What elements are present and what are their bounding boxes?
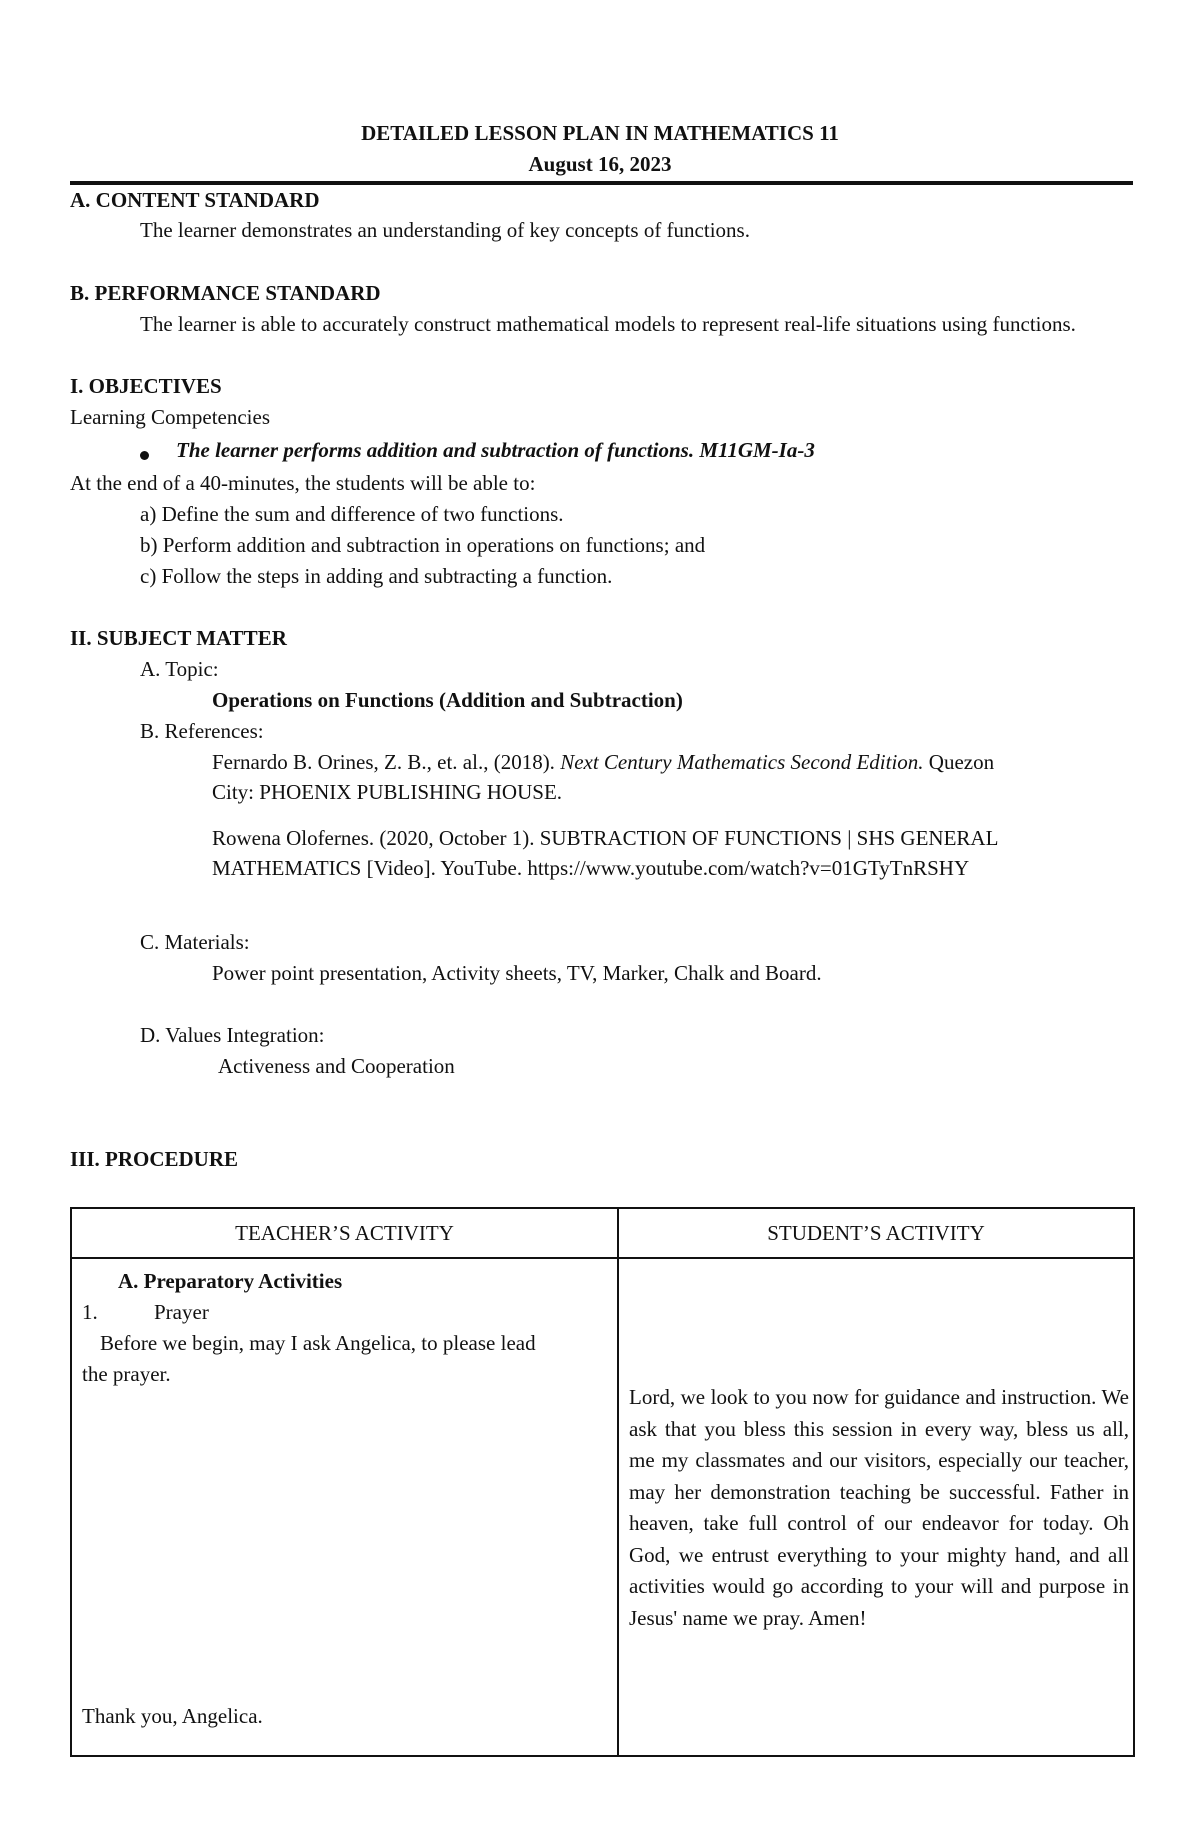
objective-item: c) Follow the steps in adding and subtracting a function. xyxy=(140,564,613,588)
reference-1-publisher: City: PHOENIX PUBLISHING HOUSE. xyxy=(212,780,563,804)
topic-title: Operations on Functions (Addition and Subtraction) xyxy=(212,688,683,712)
content-standard-text: The learner demonstrates an understanding of key concepts of functions. xyxy=(140,218,750,242)
teacher-instruction-line-1: Before we begin, may I ask Angelica, to please lead xyxy=(100,1331,536,1355)
document-date: August 16, 2023 xyxy=(528,152,672,176)
performance-standard-text: The learner is able to accurately construct mathematical models to represent real-life situations using functions. xyxy=(140,312,1076,336)
table-row xyxy=(71,1258,1134,1756)
materials-text: Power point presentation, Activity sheets, TV, Marker, Chalk and Board. xyxy=(212,961,822,985)
table-header-row xyxy=(71,1208,1134,1258)
teacher-instruction-line-2: the prayer. xyxy=(82,1362,171,1386)
objectives-heading: I. OBJECTIVES xyxy=(70,374,222,398)
topic-label: A. Topic: xyxy=(140,657,219,681)
student-activity-cell xyxy=(618,1258,1134,1756)
title-divider xyxy=(70,181,1133,185)
preparatory-activities-heading: A. Preparatory Activities xyxy=(118,1269,343,1293)
objectives-intro: At the end of a 40-minutes, the students will be able to: xyxy=(70,471,536,495)
step-number: 1. xyxy=(82,1300,98,1324)
teacher-activity-cell xyxy=(71,1258,618,1756)
teacher-thanks: Thank you, Angelica. xyxy=(82,1704,263,1728)
learning-competencies-label: Learning Competencies xyxy=(70,405,271,429)
values-text: Activeness and Cooperation xyxy=(218,1054,455,1078)
procedure-heading: III. PROCEDURE xyxy=(70,1147,239,1171)
bullet-icon xyxy=(140,451,149,460)
teacher-activity-header: TEACHER’S ACTIVITY xyxy=(71,1208,618,1258)
reference-1-authors: Fernardo B. Orines, Z. B., et. al., (2018). xyxy=(212,750,555,774)
values-label: D. Values Integration: xyxy=(140,1023,325,1047)
reference-1-place: Quezon xyxy=(928,750,995,774)
materials-label: C. Materials: xyxy=(140,930,250,954)
reference-1-line-1 xyxy=(212,750,994,774)
step-label: Prayer xyxy=(154,1300,209,1324)
reference-2-line-1: Rowena Olofernes. (2020, October 1). SUBTRACTION OF FUNCTIONS | SHS GENERAL xyxy=(212,826,999,850)
student-prayer: Lord, we look to you now for guidance and instruction. We ask that you bless this session in every way, bless us all, me my classmates and our visitors, especially our teacher, may her demonstration teaching be successful. Father in heaven, take full control of our endeavor for today. Oh God, we entrust everything to your mighty hand, and all activities would go according to your will and purpose in Jesus' name we pray. Amen! xyxy=(629,1385,1129,1630)
learning-competency: The learner performs addition and subtraction of functions. M11GM-Ia-3 xyxy=(176,438,815,462)
procedure-table xyxy=(70,1207,1135,1757)
reference-1-title: Next Century Mathematics Second Edition. xyxy=(560,750,924,774)
reference-2-line-2: MATHEMATICS [Video]. YouTube. https://www.youtube.com/watch?v=01GTyTnRSHY xyxy=(212,856,970,880)
objective-item: b) Perform addition and subtraction in operations on functions; and xyxy=(140,533,706,557)
content-standard-heading: A. CONTENT STANDARD xyxy=(70,188,320,212)
document-title: DETAILED LESSON PLAN IN MATHEMATICS 11 xyxy=(361,121,839,145)
objective-item: a) Define the sum and difference of two functions. xyxy=(140,502,564,526)
subject-matter-heading: II. SUBJECT MATTER xyxy=(70,626,287,650)
performance-standard-heading: B. PERFORMANCE STANDARD xyxy=(70,281,381,305)
references-label: B. References: xyxy=(140,719,264,743)
student-activity-header: STUDENT’S ACTIVITY xyxy=(618,1208,1134,1258)
